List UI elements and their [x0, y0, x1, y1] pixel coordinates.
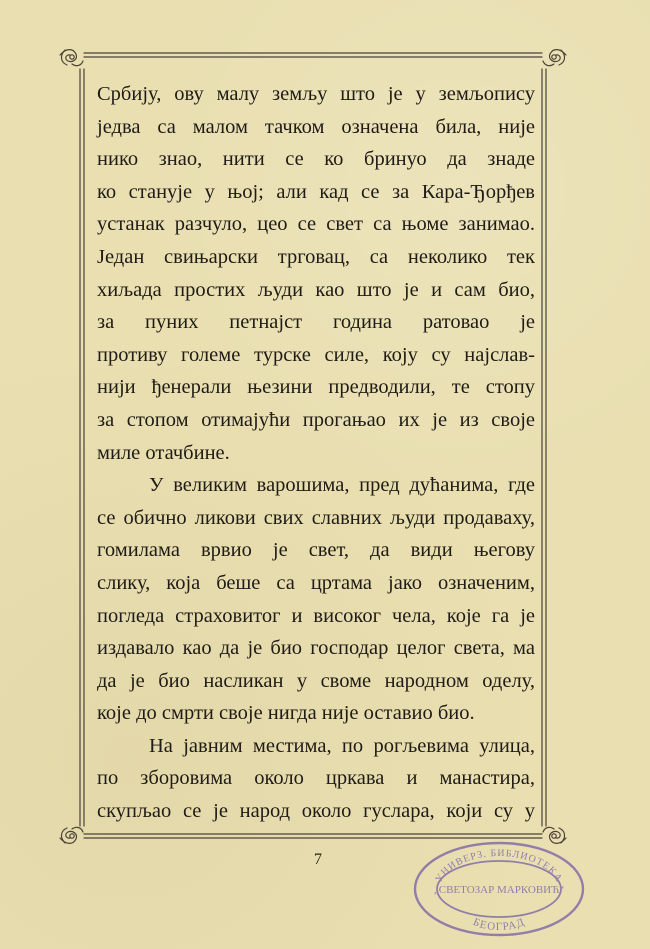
text-line: У великим варошима, пред дућанима, где: [149, 474, 535, 497]
text-line: устанак разчуло, цео се свет са њоме занимао.: [97, 213, 535, 236]
text-line: хиљада простих људи као што је и сам био,: [97, 278, 535, 301]
svg-text:УНИВЕРЗ. БИБЛИОТЕКА: [434, 848, 565, 884]
text-line: нико знао, нити се ко бринуо да знаде: [97, 148, 535, 171]
text-line: за стопом отимајући прогањао их је из своје: [97, 408, 535, 431]
stamp-bottom-text: БЕОГРАД: [471, 916, 527, 934]
text-line: На јавним местима, по рогљевима улица,: [149, 734, 535, 757]
text-line: нији ђенерали њезини предводили, те стопу: [97, 376, 535, 399]
text-line: ко станује у њој; али кад се за Кара-Ђорђев: [97, 180, 535, 203]
text-line: које до смрти своје нигда није оставио био.: [97, 702, 475, 725]
text-line: по зборовима около цркава и манастира,: [97, 767, 535, 790]
page-number: 7: [314, 851, 322, 868]
text-line: погледа страховитог и високог чела, које га је: [97, 604, 535, 627]
text-line: једва са малом тачком означена била, није: [97, 115, 535, 138]
text-line: да је био насликан у своме народном оделу,: [97, 669, 535, 692]
text-line: издавало као да је био господар целог света, ма: [97, 637, 535, 660]
stamp-top-text: УНИВЕРЗ. БИБЛИОТЕКА: [433, 847, 565, 885]
text-line: се обично ликови свих славних људи продаваху,: [97, 506, 535, 529]
text-line: миле отачбине.: [97, 441, 230, 464]
page-text: [97, 78, 535, 828]
stamp-middle-text: „СВЕТОЗАР МАРКОВИЋ“: [433, 884, 565, 896]
text-line: гомилама врвио је свет, да види његову: [97, 539, 535, 562]
text-line: Србију, ову малу земљу што је у земљопису: [97, 83, 535, 105]
library-stamp: [411, 839, 587, 939]
text-line: противу големе турске силе, коју су најслав-: [97, 343, 535, 366]
svg-text:БЕОГРАД: [471, 916, 527, 933]
text-line: скупљао се је народ около гуслара, који су у: [97, 800, 535, 823]
text-line: за пуних петнајст година ратовао је: [97, 311, 535, 334]
text-line: Један свињарски трговац, са неколико тек: [97, 245, 535, 268]
text-line: слику, која беше са цртама јако означеним,: [97, 571, 535, 594]
